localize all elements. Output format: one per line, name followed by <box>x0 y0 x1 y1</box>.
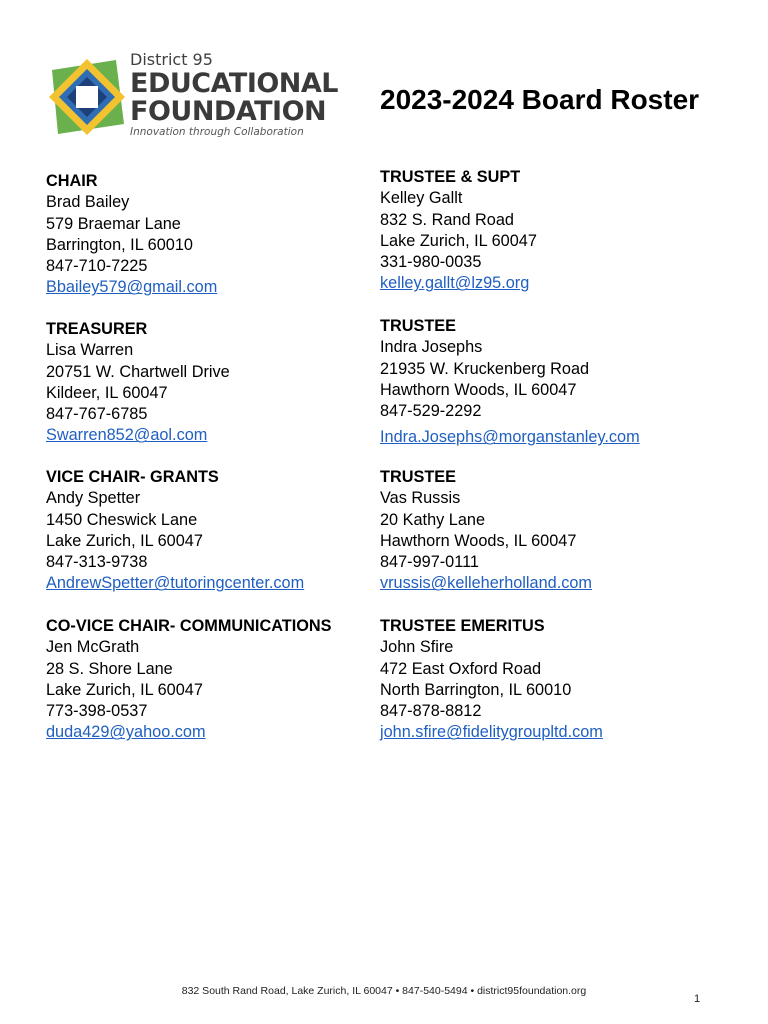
member-role: CHAIR <box>46 172 98 190</box>
member-email-link[interactable]: Bbailey579@gmail.com <box>46 278 218 297</box>
member-phone: 847-767-6785 <box>46 405 148 424</box>
page-footer: 832 South Rand Road, Lake Zurich, IL 60047 • 847-540-5494 • district95foundation.org <box>181 985 587 997</box>
member-name: Brad Bailey <box>46 193 130 212</box>
member-role: TRUSTEE EMERITUS <box>380 617 545 635</box>
member-address-line2: Lake Zurich, IL 60047 <box>46 680 203 699</box>
member-address-line2: Kildeer, IL 60047 <box>46 383 168 402</box>
member-entry-co-vice-chair <box>46 616 332 744</box>
member-address-line2: Lake Zurich, IL 60047 <box>380 231 537 250</box>
member-role: CO-VICE CHAIR- COMMUNICATIONS <box>46 617 332 635</box>
member-role: TREASURER <box>46 320 148 338</box>
member-address-line1: 832 S. Rand Road <box>380 210 514 229</box>
member-phone: 847-313-9738 <box>46 553 148 572</box>
member-email-link[interactable]: john.sfire@fidelitygroupltd.com <box>380 723 603 742</box>
member-phone: 773-398-0537 <box>46 702 148 721</box>
member-email-link[interactable]: AndrewSpetter@tutoringcenter.com <box>46 574 305 593</box>
logo-foundation-text: FOUNDATION <box>130 96 327 127</box>
member-email-link[interactable]: kelley.gallt@lz95.org <box>380 274 530 293</box>
member-entry-treasurer <box>46 319 230 447</box>
member-name: John Sfire <box>380 638 454 657</box>
member-address-line1: 28 S. Shore Lane <box>46 659 173 678</box>
member-email-link[interactable]: vrussis@kelleherholland.com <box>380 574 592 593</box>
member-role: VICE CHAIR- GRANTS <box>46 468 219 486</box>
member-name: Vas Russis <box>380 489 461 508</box>
member-phone: 847-997-0111 <box>380 553 479 572</box>
member-entry-trustee-2 <box>380 467 592 595</box>
logo-district-text: District 95 <box>130 50 213 69</box>
member-address-line1: 21935 W. Kruckenberg Road <box>380 359 590 378</box>
member-email-link[interactable]: Swarren852@aol.com <box>46 426 208 445</box>
member-name: Kelley Gallt <box>380 189 463 208</box>
member-entry-chair <box>46 171 217 299</box>
member-address-line1: 472 East Oxford Road <box>380 659 542 678</box>
member-address-line2: Barrington, IL 60010 <box>46 235 193 254</box>
member-name: Lisa Warren <box>46 341 134 360</box>
member-name: Indra Josephs <box>380 338 483 357</box>
page-title: 2023-2024 Board Roster <box>380 84 700 115</box>
foundation-logo <box>46 50 339 142</box>
foundation-logo-mark-icon <box>46 56 128 138</box>
member-address-line2: Hawthorn Woods, IL 60047 <box>380 380 577 399</box>
member-address-line2: North Barrington, IL 60010 <box>380 680 572 699</box>
member-role: TRUSTEE <box>380 468 456 486</box>
member-phone: 847-710-7225 <box>46 257 148 276</box>
logo-educational-text: EDUCATIONAL <box>130 68 339 99</box>
member-phone: 847-878-8812 <box>380 702 482 721</box>
member-entry-vice-chair-grants <box>46 467 304 595</box>
member-address-line2: Lake Zurich, IL 60047 <box>46 531 203 550</box>
member-entry-trustee-emeritus <box>380 616 603 744</box>
member-email-link[interactable]: duda429@yahoo.com <box>46 723 206 742</box>
member-entry-trustee-supt <box>380 167 537 295</box>
logo-tagline: Innovation through Collaboration <box>130 126 304 138</box>
member-address-line1: 20751 W. Chartwell Drive <box>46 362 230 381</box>
page-number: 1 <box>694 993 701 1005</box>
member-role: TRUSTEE & SUPT <box>380 168 521 186</box>
member-name: Jen McGrath <box>46 638 140 657</box>
member-address-line2: Hawthorn Woods, IL 60047 <box>380 531 577 550</box>
member-phone: 847-529-2292 <box>380 402 482 421</box>
member-phone: 331-980-0035 <box>380 253 482 272</box>
member-name: Andy Spetter <box>46 489 141 508</box>
member-role: TRUSTEE <box>380 317 456 335</box>
member-email-link[interactable]: Indra.Josephs@morganstanley.com <box>380 428 640 447</box>
member-address-line1: 1450 Cheswick Lane <box>46 510 198 529</box>
member-entry-trustee-1 <box>380 316 640 449</box>
member-address-line1: 20 Kathy Lane <box>380 510 486 529</box>
member-address-line1: 579 Braemar Lane <box>46 214 181 233</box>
